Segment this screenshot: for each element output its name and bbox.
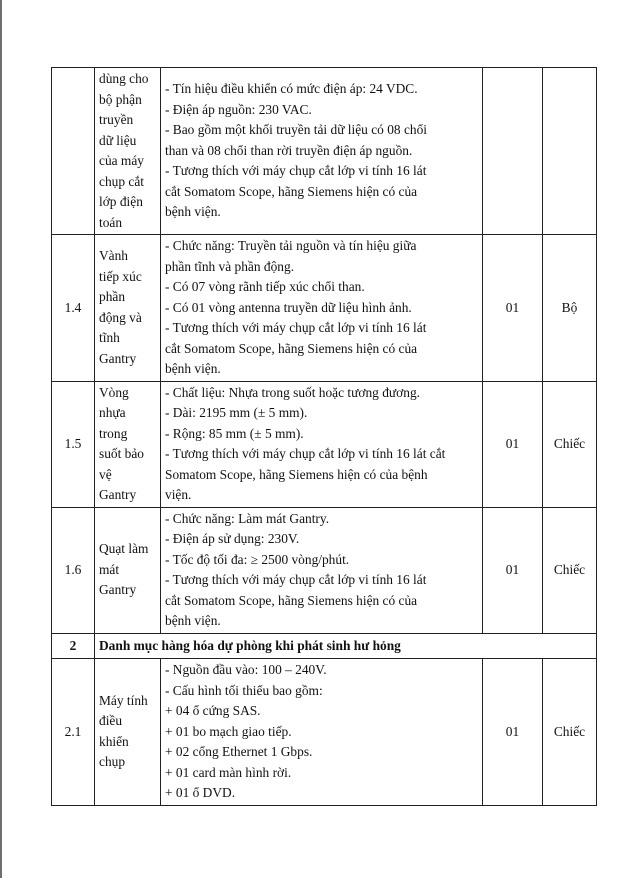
spec-line: cắt Somatom Scope, hãng Siemens hiện có của xyxy=(165,183,418,199)
item-name-line: dữ liệu xyxy=(99,132,137,148)
table-row xyxy=(52,507,597,633)
spec-line: - Chức năng: Làm mát Gantry. xyxy=(165,510,330,526)
item-unit: Bộ xyxy=(543,235,597,382)
item-name-line: chụp cắt xyxy=(99,173,144,189)
item-number xyxy=(52,68,95,235)
item-name-line: lớp điện xyxy=(99,194,143,209)
item-specification xyxy=(161,659,483,806)
spec-line: - Tốc độ tối đa: ≥ 2500 vòng/phút. xyxy=(165,551,350,567)
spec-line: + 04 ổ cứng SAS. xyxy=(165,703,261,718)
spec-line: Somatom Scope, hãng Siemens hiện có của bệnh xyxy=(165,466,428,482)
item-number: 1.6 xyxy=(52,507,95,633)
spec-line: - Chức năng: Truyền tải nguồn và tín hiệu giữa xyxy=(165,238,417,253)
spec-line: - Tương thích với máy chụp cắt lớp vi tính 16 lát xyxy=(165,163,427,179)
item-quantity xyxy=(483,68,543,235)
item-quantity: 01 xyxy=(483,507,543,633)
table-row xyxy=(52,659,597,806)
item-name-line: tiếp xúc xyxy=(99,268,142,284)
spec-line: - Có 07 vòng rãnh tiếp xúc chổi than. xyxy=(165,279,365,294)
spec-line: phần tĩnh và phần động. xyxy=(165,258,295,274)
spec-line: - Bao gồm một khối truyền tải dữ liệu có 08 chổi xyxy=(165,122,428,138)
item-name-line: Gantry xyxy=(99,350,137,366)
table-row xyxy=(52,381,597,507)
spec-line: + 01 bo mạch giao tiếp. xyxy=(165,723,292,739)
spec-line: cắt Somatom Scope, hãng Siemens hiện có của xyxy=(165,592,418,608)
item-unit: Chiếc xyxy=(543,659,597,806)
spec-line: - Tương thích với máy chụp cắt lớp vi tính 16 lát cắt xyxy=(165,446,446,461)
page-left-edge xyxy=(0,0,2,878)
spec-line: + 02 cổng Ethernet 1 Gbps. xyxy=(165,744,313,759)
spec-line: + 01 card màn hình rời. xyxy=(165,764,292,780)
specification-table xyxy=(51,67,597,806)
item-name-line: Vành xyxy=(99,248,129,264)
item-specification xyxy=(161,507,483,633)
item-name-line: Vòng xyxy=(99,384,129,400)
item-quantity: 01 xyxy=(483,235,543,382)
item-number: 1.4 xyxy=(52,235,95,382)
table-row xyxy=(52,235,597,382)
item-name-line: toán xyxy=(99,214,123,230)
item-quantity: 01 xyxy=(483,381,543,507)
spec-line: - Tương thích với máy chụp cắt lớp vi tính 16 lát xyxy=(165,320,427,335)
item-name-line: của máy xyxy=(99,153,144,168)
item-name-line: phần xyxy=(99,289,126,305)
item-name-line: truyền xyxy=(99,112,134,127)
spec-line: - Rộng: 85 mm (± 5 mm). xyxy=(165,425,304,441)
table-row xyxy=(52,68,597,235)
item-number: 1.5 xyxy=(52,381,95,507)
item-name xyxy=(95,659,161,806)
item-specification xyxy=(161,235,483,382)
item-name-line: tĩnh xyxy=(99,330,120,346)
spec-line: - Cấu hình tối thiểu bao gồm: xyxy=(165,682,323,698)
item-name-line: bộ phận xyxy=(99,91,142,107)
spec-line: - Chất liệu: Nhựa trong suốt hoặc tương đương. xyxy=(165,384,420,400)
item-unit: Chiếc xyxy=(543,507,597,633)
spec-line: + 01 ổ DVD. xyxy=(165,785,236,800)
item-unit: Chiếc xyxy=(543,381,597,507)
spec-line: bệnh viện. xyxy=(165,204,221,220)
spec-line: - Dài: 2195 mm (± 5 mm). xyxy=(165,405,308,420)
spec-line: bệnh viện. xyxy=(165,361,221,376)
item-specification xyxy=(161,381,483,507)
spec-line: viện. xyxy=(165,487,192,502)
item-name-line: Gantry xyxy=(99,582,137,598)
spec-line: than và 08 chổi than rời truyền điện áp nguồn. xyxy=(165,142,413,158)
spec-line: - Tín hiệu điều khiển có mức điện áp: 24 VDC. xyxy=(165,81,418,97)
spec-line: cắt Somatom Scope, hãng Siemens hiện có của xyxy=(165,340,418,356)
spec-line: - Có 01 vòng antenna truyền dữ liệu hình ảnh. xyxy=(165,299,412,315)
item-name xyxy=(95,235,161,382)
item-number: 2.1 xyxy=(52,659,95,806)
item-name-line: động và xyxy=(99,309,142,325)
item-name xyxy=(95,507,161,633)
item-name-line: trong xyxy=(99,425,128,441)
item-specification xyxy=(161,68,483,235)
item-name-line: vệ xyxy=(99,466,112,482)
spec-line: - Điện áp nguồn: 230 VAC. xyxy=(165,101,312,117)
item-name-line: chụp xyxy=(99,754,126,770)
item-name xyxy=(95,68,161,235)
item-name-line: suốt bảo xyxy=(99,446,145,461)
section-title: Danh mục hàng hóa dự phòng khi phát sinh hư hỏng xyxy=(95,633,597,659)
item-quantity: 01 xyxy=(483,659,543,806)
item-unit xyxy=(543,68,597,235)
item-name-line: khiển xyxy=(99,733,129,749)
spec-line: bệnh viện. xyxy=(165,613,221,628)
spec-line: - Tương thích với máy chụp cắt lớp vi tính 16 lát xyxy=(165,572,427,587)
item-name-line: Quạt làm xyxy=(99,541,149,557)
item-name-line: Gantry xyxy=(99,487,137,502)
spec-line: - Điện áp sử dụng: 230V. xyxy=(165,531,300,546)
item-name xyxy=(95,381,161,507)
item-name-line: nhựa xyxy=(99,405,126,420)
section-header-row xyxy=(52,633,597,659)
item-name-line: điều xyxy=(99,713,123,729)
item-name-line: mát xyxy=(99,561,120,577)
item-name-line: dùng cho xyxy=(99,71,149,86)
section-number: 2 xyxy=(52,633,95,659)
item-name-line: Máy tính xyxy=(99,692,148,708)
spec-line: - Nguồn đầu vào: 100 – 240V. xyxy=(165,662,327,677)
